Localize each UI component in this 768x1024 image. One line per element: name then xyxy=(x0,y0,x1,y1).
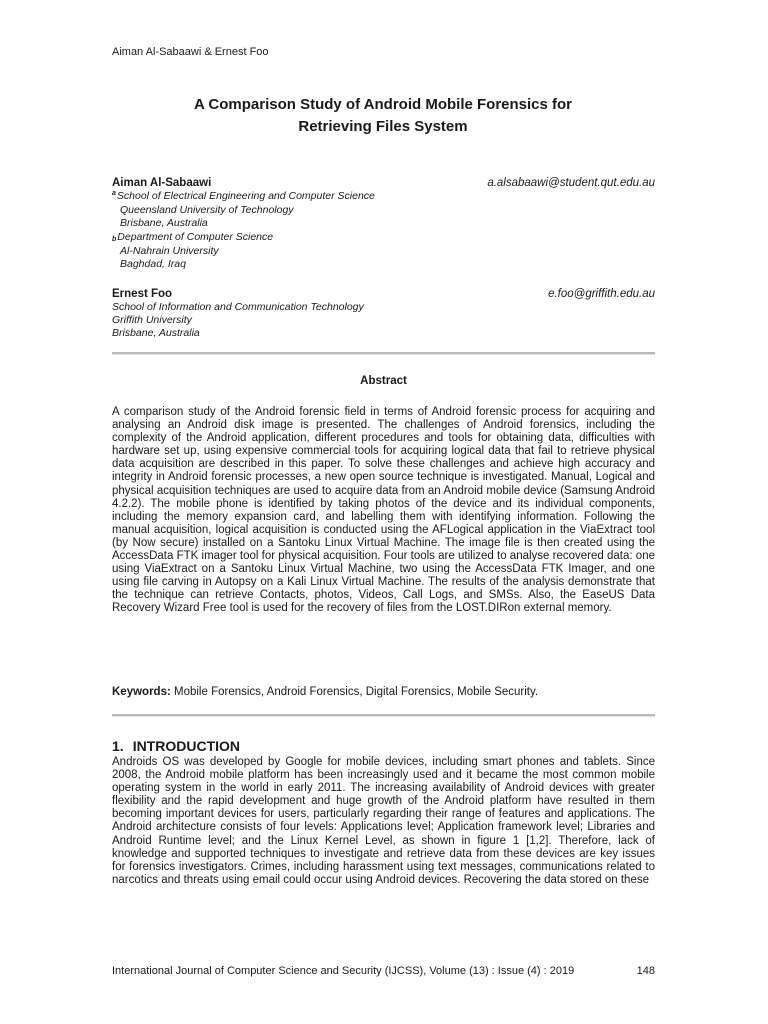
page-footer xyxy=(112,965,655,977)
title-line-1: A Comparison Study of Android Mobile Forensics for xyxy=(193,96,573,113)
affiliation-b xyxy=(112,231,655,272)
abstract-heading: Abstract xyxy=(360,375,407,387)
affiliation-c xyxy=(112,301,655,341)
affiliation-a xyxy=(112,190,655,231)
affiliation-marker: a xyxy=(112,190,116,197)
affiliation-line: School of Electrical Engineering and Computer Science xyxy=(116,190,375,202)
author-block-1 xyxy=(112,177,655,271)
author-name: Ernest Foo xyxy=(112,288,173,300)
running-head: Aiman Al-Sabaawi & Ernest Foo xyxy=(112,46,269,58)
introduction-text: Androids OS was developed by Google for mobile devices, including smart phones and tablets. Since 2008, the Android mobile platform has been increasingly used and it became the most common mobile operating system in the world in early 2011. The increasing availability of Android devices with greater flexibility and the rapid development and huge growth of the Android platform have resulted in them becoming important devices for users, particularly regarding their range of features and applications. The Android architecture consists of four levels: Applications level; Application framework level; Libraries and Android Runtime level; and the Linux Kernel Level, as shown in figure 1 [1,2]. Therefore, lack of knowledge and supported techniques to investigate and retrieve data from these devices are key issues for forensics investigators. Crimes, including harassment using text messages, communications related to narcotics and threats using email could occur using Android devices. Recovering the data stored on these xyxy=(112,756,655,886)
affiliation-line: Department of Computer Science xyxy=(117,230,274,243)
author-row-2 xyxy=(112,288,655,300)
author-email: a.alsabaawi@student.qut.edu.au xyxy=(487,177,655,189)
affiliation-line: Brisbane, Australia xyxy=(112,327,200,340)
author-name: Aiman Al-Sabaawi xyxy=(112,177,212,189)
footer-journal: International Journal of Computer Science and Security (IJCSS), Volume (13) : Issue (4) : 2019 xyxy=(112,965,575,977)
abstract-text: A comparison study of the Android forensic field in terms of Android forensic process for acquiring and analysing an Android disk image is presented. The challenges of Android forensics, including the complexity of the Android application, different procedures and tools for obtaining data, difficulties with hardware set up, using expensive commercial tools for acquiring logical data that fail to retrieve physical data acquisition are described in this paper. To solve these challenges and achieve high accuracy and integrity in Android forensic processes, a new open source technique is investigated. Manual, Logical and physical acquisition techniques are used to acquire data from an Android mobile device (Samsung Android 4.2.2). The mobile phone is identified by taking photos of the device and its individual components, including the memory expansion card, and labelling them with identifying information. Following the manual acquisition, logical acquisition is conducted using the AFLogical application in the ViaExtract tool (by Now secure) installed on a Santoku Linux Virtual Machine. The image file is then created using the AccessData FTK imager tool for physical acquisition. Four tools are utilized to analyse recovered data: one using ViaExtract on a Santoku Linux Virtual Machine, two using the AccessData FTK Imager, and one using file carving in Autopsy on a Kali Linux Virtual Machine. The results of the analysis demonstrate that the technique can retrieve Contacts, photos, Videos, Call Logs, and SMSs. Also, the EaseUS Data Recovery Wizard Free tool is used for the recovery of files from the LOST.DIRon external memory. xyxy=(112,406,655,615)
divider-bottom xyxy=(112,714,655,717)
affiliation-line: Queensland University of Technology xyxy=(120,204,294,217)
section-heading xyxy=(112,738,240,754)
affiliation-line: School of Information and Communication Technology xyxy=(112,301,364,313)
affiliation-line: Griffith University xyxy=(112,314,192,327)
divider-top xyxy=(112,352,655,355)
title-line-2: Retrieving Files System xyxy=(298,118,468,135)
keywords-text: Mobile Forensics, Android Forensics, Digital Forensics, Mobile Security. xyxy=(174,686,539,698)
paper-title xyxy=(112,94,654,138)
affiliation-marker: b xyxy=(112,235,117,243)
footer-page-number: 148 xyxy=(636,965,655,977)
affiliation-line: Baghdad, Iraq xyxy=(120,258,186,271)
affiliation-line: Brisbane, Australia xyxy=(120,217,208,230)
author-email: e.foo@griffith.edu.au xyxy=(548,288,655,300)
section-number: 1. xyxy=(112,738,124,754)
affiliation-line: Al-Nahrain University xyxy=(120,244,219,257)
section-title: INTRODUCTION xyxy=(132,738,241,754)
author-row-1 xyxy=(112,177,655,189)
author-block-2 xyxy=(112,288,655,341)
keywords xyxy=(112,686,655,698)
keywords-label: Keywords: xyxy=(112,686,171,698)
